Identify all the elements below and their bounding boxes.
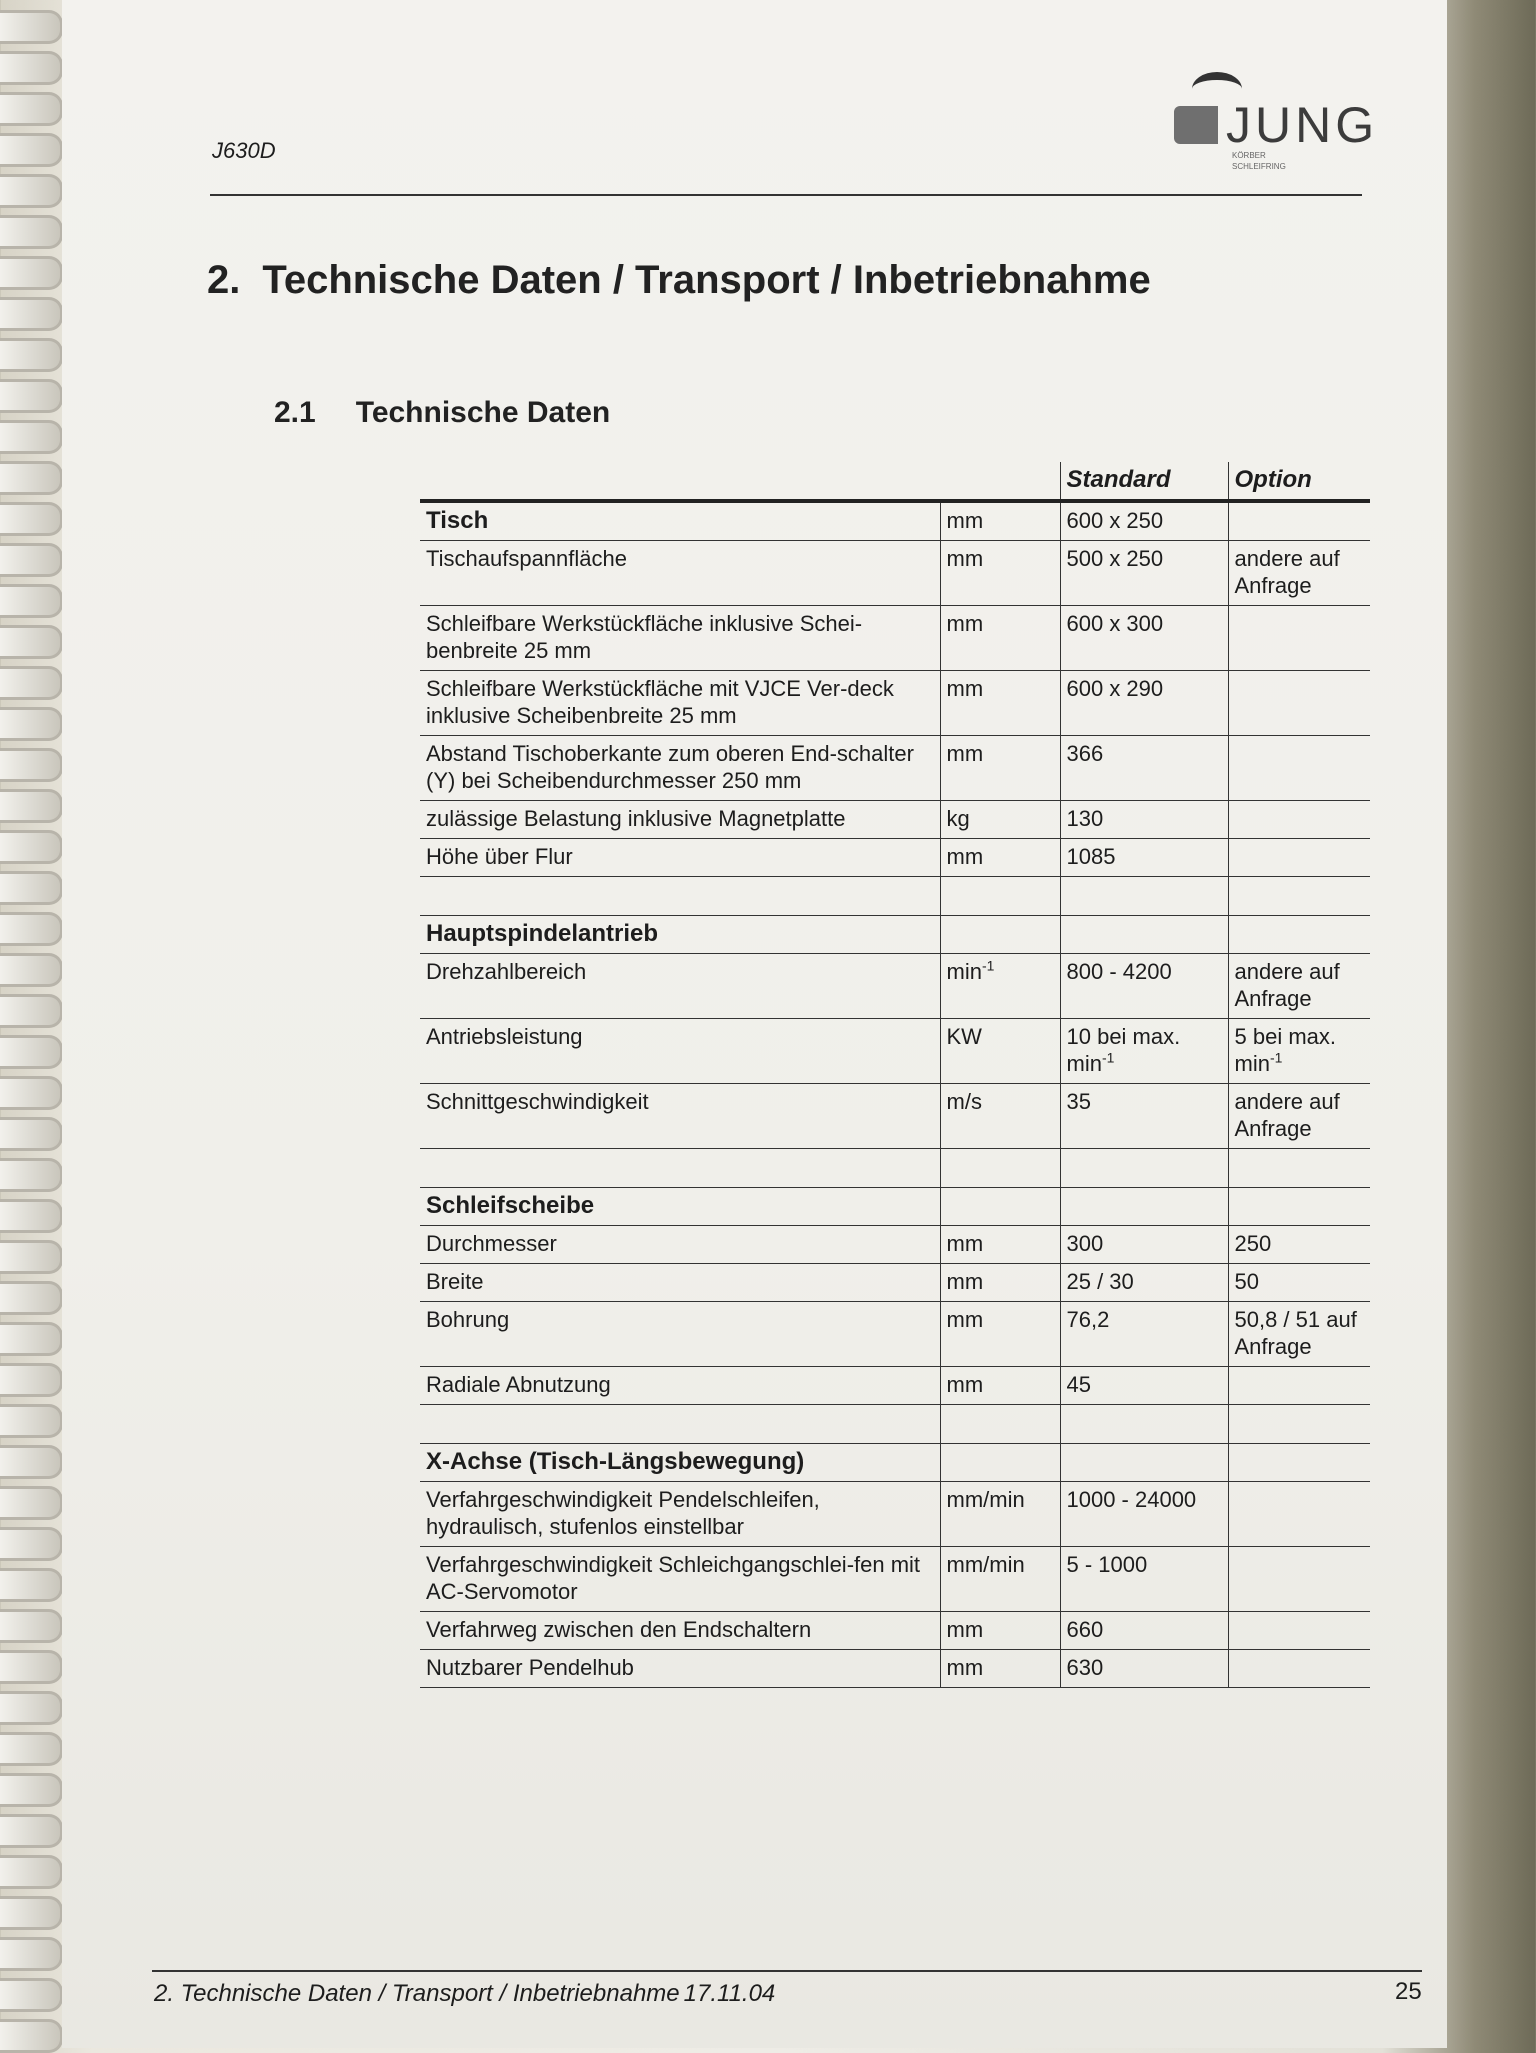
cell-unit: mm (940, 1264, 1060, 1302)
table-header-row (420, 462, 1370, 501)
binding-ring (0, 748, 63, 782)
cell-standard (1060, 1149, 1228, 1188)
cell-unit: kg (940, 801, 1060, 839)
cell-standard: 600 x 290 (1060, 671, 1228, 736)
cell-label: Radiale Abnutzung (420, 1367, 940, 1405)
section-heading: 2.1 Technische Daten (274, 396, 611, 429)
cell-standard (1060, 1444, 1228, 1482)
cell-standard: 366 (1060, 736, 1228, 801)
cell-option (1228, 1547, 1370, 1612)
cell-unit: mm (940, 606, 1060, 671)
cell-standard: 800 - 4200 (1060, 954, 1228, 1019)
binding-ring (0, 871, 63, 905)
table-row (420, 1650, 1370, 1688)
cell-standard: 500 x 250 (1060, 541, 1228, 606)
binding-ring (0, 707, 63, 741)
table-row (420, 606, 1370, 671)
cell-standard: 76,2 (1060, 1302, 1228, 1367)
header-standard: Standard (1060, 462, 1228, 501)
table-row (420, 1084, 1370, 1149)
binding-ring (0, 1732, 63, 1766)
cell-label: Höhe über Flur (420, 839, 940, 877)
cell-option (1228, 839, 1370, 877)
binding-ring (0, 953, 63, 987)
cell-label: Tisch (420, 501, 940, 541)
cell-label: Durchmesser (420, 1226, 940, 1264)
cell-standard: 5 - 1000 (1060, 1547, 1228, 1612)
cell-unit: mm (940, 1367, 1060, 1405)
binding-ring (0, 1117, 63, 1151)
cell-unit: mm (940, 671, 1060, 736)
cell-option (1228, 1482, 1370, 1547)
cell-standard: 130 (1060, 801, 1228, 839)
table-row (420, 954, 1370, 1019)
binding-ring (0, 1568, 63, 1602)
cell-option (1228, 1612, 1370, 1650)
table-row (420, 1302, 1370, 1367)
cell-unit (940, 1188, 1060, 1226)
cell-unit (940, 1444, 1060, 1482)
binding-ring (0, 1404, 63, 1438)
cell-option: 50 (1234, 1269, 1259, 1294)
footer-divider (152, 1970, 1422, 1972)
cell-standard: 45 (1060, 1367, 1228, 1405)
logo-text: JUNG (1226, 97, 1379, 153)
table-row (420, 1482, 1370, 1547)
cell-option (1228, 1650, 1370, 1688)
cell-unit: mm/min (940, 1482, 1060, 1547)
cell-unit: mm (940, 1650, 1060, 1688)
cell-label: X-Achse (Tisch-Längsbewegung) (420, 1444, 940, 1482)
cell-option: 50,8 / 51 auf Anfrage (1234, 1307, 1357, 1359)
binding-ring (0, 789, 63, 823)
cell-unit: mm (940, 1226, 1060, 1264)
binding-ring (0, 1896, 63, 1930)
chapter-heading: 2. Technische Daten / Transport / Inbetriebnahme (207, 258, 1151, 302)
binding-ring (0, 133, 63, 167)
cell-label (420, 1149, 940, 1188)
cell-label: Schnittgeschwindigkeit (420, 1084, 940, 1149)
cell-option (1228, 1149, 1370, 1188)
cell-label: Schleifscheibe (420, 1188, 940, 1226)
cell-option: 5 bei max. $\min^{-1}$ (1234, 1024, 1336, 1076)
cell-unit (940, 877, 1060, 916)
table-row (420, 1367, 1370, 1405)
cell-standard (1060, 1405, 1228, 1444)
table-row (420, 671, 1370, 736)
cell-standard: 1085 (1060, 839, 1228, 877)
binding-ring (0, 912, 63, 946)
cell-standard: 1000 - 24000 (1060, 1482, 1228, 1547)
table-row (420, 839, 1370, 877)
cell-standard (1060, 1188, 1228, 1226)
table-row (420, 541, 1370, 606)
cell-standard (1060, 877, 1228, 916)
cell-unit: mm/min (940, 1547, 1060, 1612)
cell-option (1228, 801, 1370, 839)
binding-ring (0, 543, 63, 577)
cell-unit: $\min^{-1}$ (940, 954, 1060, 1019)
cell-option (1228, 877, 1370, 916)
technical-data-table (420, 462, 1370, 1688)
cell-option (1228, 1405, 1370, 1444)
cell-option (1228, 1444, 1370, 1482)
cell-option (1228, 606, 1370, 671)
binding-ring (0, 584, 63, 618)
cell-standard (1060, 916, 1228, 954)
cell-standard: 300 (1060, 1226, 1228, 1264)
cell-unit: mm (940, 501, 1060, 541)
cell-unit: mm (940, 736, 1060, 801)
binding-ring (0, 1609, 63, 1643)
binding-ring (0, 1978, 63, 2012)
cell-unit (940, 916, 1060, 954)
binding-ring (0, 1937, 63, 1971)
binding-ring (0, 1650, 63, 1684)
cell-unit (940, 1405, 1060, 1444)
binding-ring (0, 1486, 63, 1520)
cell-label (420, 1405, 940, 1444)
table-section-row (420, 1444, 1370, 1482)
cell-label: Schleifbare Werkstückfläche inklusive Schei-benbreite 25 mm (420, 606, 940, 671)
cell-standard: 25 / 30 (1060, 1264, 1228, 1302)
cell-label: Verfahrweg zwischen den Endschaltern (420, 1612, 940, 1650)
binding-ring (0, 1527, 63, 1561)
table-blank-row (420, 1405, 1370, 1444)
binding-ring (0, 51, 63, 85)
cell-option (1228, 671, 1370, 736)
table-section-row (420, 916, 1370, 954)
cell-label: Hauptspindelantrieb (420, 916, 940, 954)
table-row (420, 1019, 1370, 1084)
binding-ring (0, 1691, 63, 1725)
footer-title: 2. Technische Daten / Transport / Inbetriebnahme 17.11.04 (154, 1980, 776, 2007)
table-row (420, 736, 1370, 801)
binding-ring (0, 666, 63, 700)
cell-option (1228, 1188, 1370, 1226)
binding-ring (0, 1199, 63, 1233)
cell-unit (940, 1149, 1060, 1188)
cell-unit: KW (940, 1019, 1060, 1084)
binding-ring (0, 1240, 63, 1274)
cell-unit: mm (940, 1302, 1060, 1367)
spiral-binding (0, 0, 70, 2048)
binding-ring (0, 10, 63, 44)
cell-label: Drehzahlbereich (420, 954, 940, 1019)
binding-ring (0, 256, 63, 290)
cell-label: zulässige Belastung inklusive Magnetplatte (420, 801, 940, 839)
binding-ring (0, 1814, 63, 1848)
jung-logo (1174, 68, 1379, 178)
cell-label: Abstand Tischoberkante zum oberen End-schalter (Y) bei Scheibendurchmesser 250 mm (420, 736, 940, 801)
binding-ring (0, 1035, 63, 1069)
table-blank-row (420, 1149, 1370, 1188)
binding-ring (0, 1322, 63, 1356)
cell-label: Tischaufspannfläche (420, 541, 940, 606)
binding-ring (0, 1076, 63, 1110)
table-section-row (420, 501, 1370, 541)
page-number: 25 (1395, 1978, 1422, 2005)
cell-unit: mm (940, 1612, 1060, 1650)
table-row (420, 1226, 1370, 1264)
table-row (420, 1264, 1370, 1302)
binding-ring (0, 994, 63, 1028)
binding-ring (0, 1363, 63, 1397)
cell-label: Verfahrgeschwindigkeit Schleichgangschlei-fen mit AC-Servomotor (420, 1547, 940, 1612)
cell-label: Breite (420, 1264, 940, 1302)
cell-label: Antriebsleistung (420, 1019, 940, 1084)
table-row (420, 1547, 1370, 1612)
binding-ring (0, 830, 63, 864)
cell-label: Verfahrgeschwindigkeit Pendelschleifen, hydraulisch, stufenlos einstellbar (420, 1482, 940, 1547)
document-page (62, 0, 1447, 2048)
cell-option (1228, 736, 1370, 801)
cell-standard: 35 (1060, 1084, 1228, 1149)
cell-unit: m/s (940, 1084, 1060, 1149)
binding-ring (0, 1773, 63, 1807)
header-divider (210, 194, 1362, 196)
cell-option: andere auf Anfrage (1234, 1089, 1340, 1141)
binding-ring (0, 1445, 63, 1479)
cell-unit: mm (940, 541, 1060, 606)
cell-standard: 630 (1060, 1650, 1228, 1688)
binding-ring (0, 502, 63, 536)
table-blank-row (420, 877, 1370, 916)
binding-ring (0, 338, 63, 372)
logo-subtext: KÖRBER SCHLEIFRING (1232, 151, 1286, 171)
binding-ring (0, 1158, 63, 1192)
binding-ring (0, 461, 63, 495)
cell-label: Schleifbare Werkstückfläche mit VJCE Ver-deck inklusive Scheibenbreite 25 mm (420, 671, 940, 736)
cell-option: andere auf Anfrage (1234, 546, 1340, 598)
table-section-row (420, 1188, 1370, 1226)
cell-option (1228, 501, 1370, 541)
binding-ring (0, 174, 63, 208)
cell-standard: 600 x 250 (1060, 501, 1228, 541)
cell-option: andere auf Anfrage (1234, 959, 1340, 1011)
header-option: Option (1228, 462, 1370, 501)
binding-ring (0, 420, 63, 454)
cell-option (1228, 916, 1370, 954)
logo-mark-icon (1174, 106, 1218, 144)
cell-standard: 10 bei max. $\min^{-1}$ (1060, 1019, 1228, 1084)
cell-label (420, 877, 940, 916)
binding-ring (0, 379, 63, 413)
cell-standard: 660 (1060, 1612, 1228, 1650)
table-row (420, 1612, 1370, 1650)
binding-ring (0, 92, 63, 126)
binding-ring (0, 297, 63, 331)
cell-label: Bohrung (420, 1302, 940, 1367)
model-label: J630D (212, 138, 276, 163)
binding-ring (0, 1281, 63, 1315)
cell-standard: 600 x 300 (1060, 606, 1228, 671)
table-row (420, 801, 1370, 839)
cell-unit: mm (940, 839, 1060, 877)
cell-option (1228, 1367, 1370, 1405)
cell-label: Nutzbarer Pendelhub (420, 1650, 940, 1688)
binding-ring (0, 215, 63, 249)
binding-ring (0, 625, 63, 659)
cell-option: 250 (1234, 1231, 1272, 1256)
binding-ring (0, 1855, 63, 1889)
